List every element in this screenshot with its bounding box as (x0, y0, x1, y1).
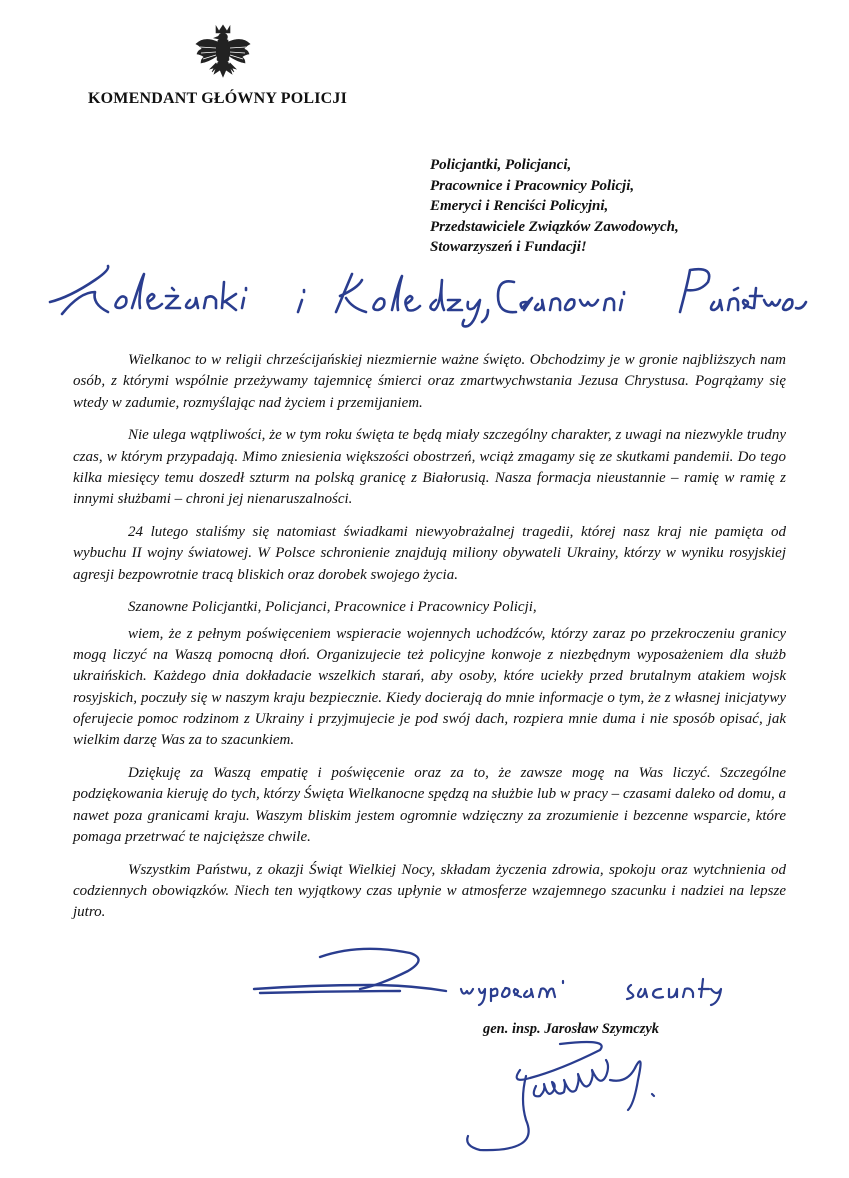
recipients-block (430, 155, 830, 258)
handwritten-salutation-icon (40, 252, 810, 332)
body-paragraph: Nie ulega wątpliwości, że w tym roku święta te będą miały szczególny charakter, z uwagi na niezwykle trudny czas, w którym przypadają. Mimo zniesienia większości obostrzeń, wciąż zmagamy się ze skutkami pandemii. Do tego kilka miesięcy temu doszedł szturm na polską granicę z Białorusią. Nasza formacja nieustannie – ramię w ramię z innymi służbami – chroni jej nienaruszalności. (73, 427, 786, 508)
recipient-line: Policjantki, Policjanci, (430, 157, 572, 173)
body-paragraph: 24 lutego staliśmy się natomiast świadkami niewyobrażalnej tragedii, której nasz kraj nie pamięta od wybuchu II wojny światowej. W Polsce schronienie znajdują miliony obywateli Ukrainy, którzy w wyniku rosyjskiej agresji bezpowrotnie tracą bliskich oraz dorobek swojego życia. (73, 524, 786, 583)
office-title: KOMENDANT GŁÓWNY POLICJI (88, 90, 348, 107)
body-paragraph: wiem, że z pełnym poświęceniem wspieracie wojennych uchodźców, którzy zaraz po przekroczeniu granicy mogą liczyć na Waszą pomocną dłoń. Organizujecie też policyjne konwoje z niezbędnym wyposażeniem dla służb ukraińskich. Każdego dnia dokładacie wszelkich starań, aby osoby, które uciekły przed brutalnym atakiem wojsk rosyjskich, poczuły się w naszym kraju bezpiecznie. Kiedy docierają do mnie informacje o tym, że z własnej inicjatywy oferujecie pomoc rodzinom z Ukrainy i przyjmujecie je pod swój dach, rozpiera mnie duma i nie sposób opisać, jak wielkim darzę Was za to szacunkiem. (73, 625, 786, 749)
handwritten-flourish-icon (250, 945, 450, 1005)
polish-eagle-emblem-icon (190, 22, 256, 88)
recipient-line: Emeryci i Renciści Policyjni, (430, 198, 609, 214)
recipient-line: Stowarzyszeń i Fundacji! (430, 239, 587, 255)
recipient-line: Przedstawiciele Związków Zawodowych, (430, 218, 679, 235)
signer-name: gen. insp. Jarosław Szymczyk (483, 1021, 660, 1037)
letter-body (73, 350, 786, 935)
handwritten-closing-icon (455, 967, 775, 1007)
body-paragraph: Szanowne Policjantki, Policjanci, Pracownice i Pracownicy Policji, (128, 599, 537, 616)
body-paragraph: Wielkanoc to w religii chrześcijańskiej niezmiernie ważne święto. Obchodzimy je w gronie najbliższych nam osób, z którymi wspólnie przeżywamy tajemnicę śmierci oraz zmartwychwstania Jezusa Chrystusa. Pogrążamy się wtedy w zadumie, rozmyślając nad życiem i przemijaniem. (73, 352, 786, 411)
body-paragraph: Wszystkim Państwu, z okazji Świąt Wielkiej Nocy, składam życzenia zdrowia, spokoju oraz wytchnienia od codziennych obowiązków. Niech ten wyjątkowy czas upłynie w atmosferze wzajemnego szacunku i nadziei na lepsze jutro. (73, 861, 786, 921)
body-paragraph: Dziękuję za Waszą empatię i poświęcenie oraz za to, że zawsze mogę na Was liczyć. Szczególne podziękowania kieruję do tych, którzy Święta Wielkanocne spędzą na służbie lub w pracy – czasami daleko od domu, a nawet poza granicami kraju. Waszym bliskim jestem ogromnie wdzięczny za zrozumienie i bezcenne wsparcie, które pomaga przetrwać te najcięższe chwile. (73, 765, 786, 845)
recipient-line: Pracownice i Pracownicy Policji, (430, 177, 635, 194)
handwritten-signature-icon (460, 1040, 700, 1160)
